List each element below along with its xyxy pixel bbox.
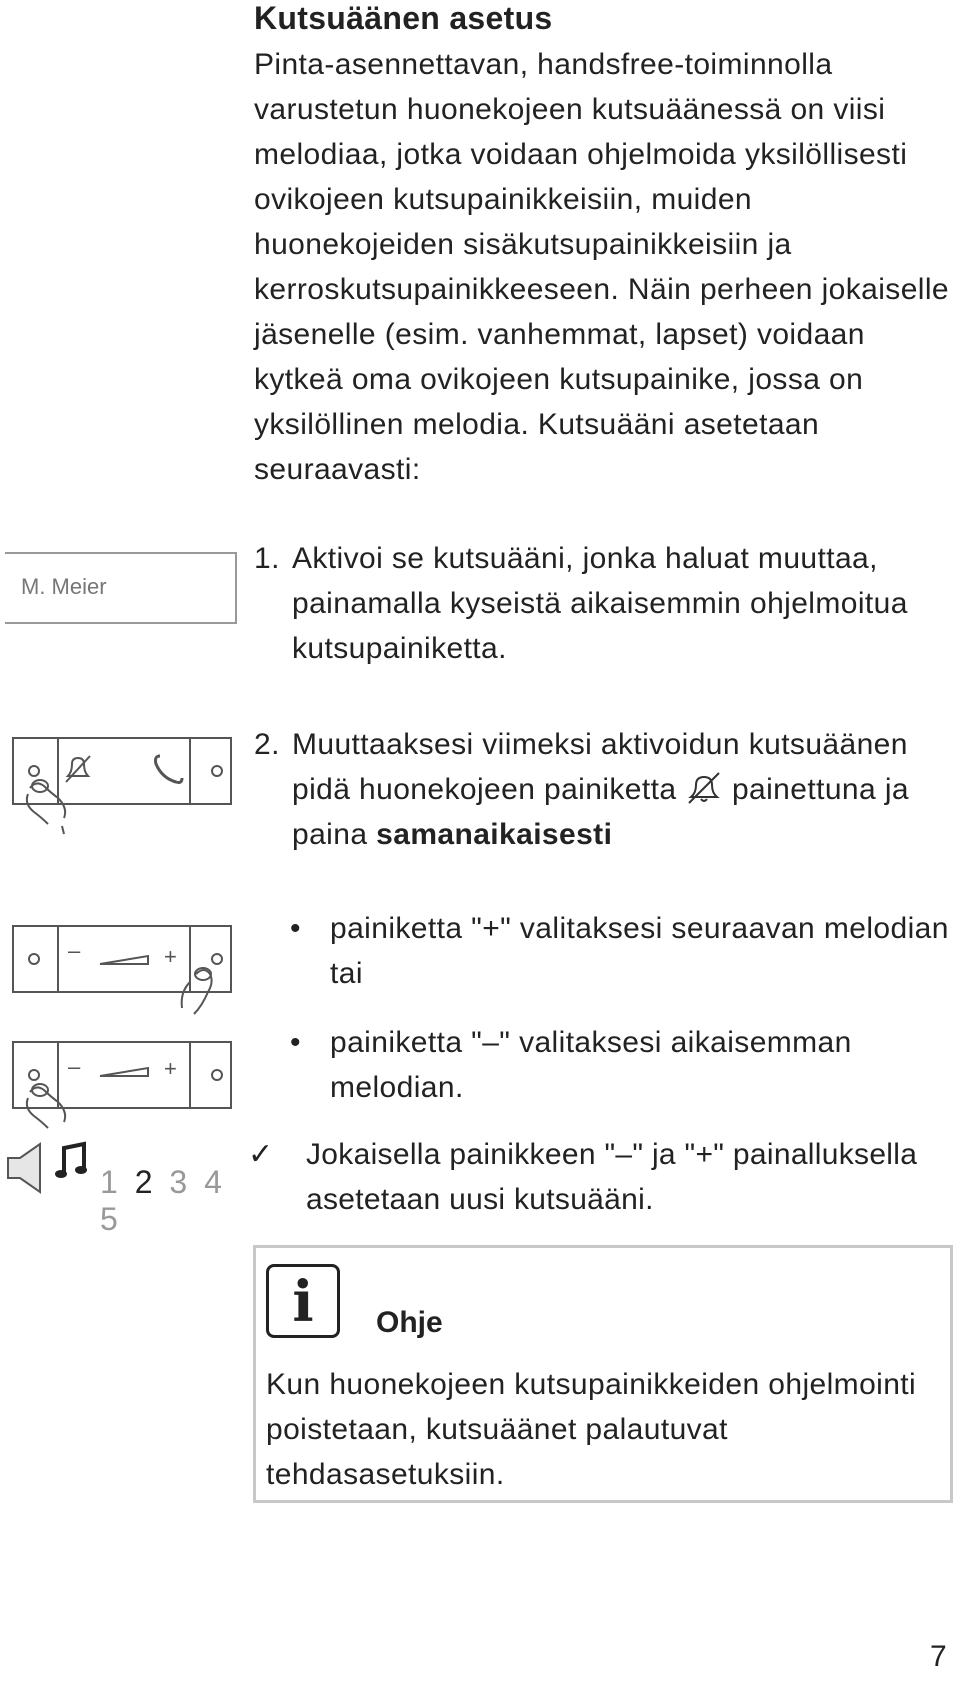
melody-5: 5 bbox=[100, 1201, 122, 1237]
music-note-icon bbox=[54, 1140, 90, 1180]
section-heading: Kutsuäänen asetus bbox=[254, 0, 553, 36]
sidebar-illustrations bbox=[0, 0, 240, 1682]
melody-4: 4 bbox=[204, 1164, 226, 1200]
bullet-minus bbox=[290, 1020, 950, 1110]
info-icon: i bbox=[266, 1264, 340, 1338]
step-2-text-before: Muuttaaksesi viimeksi aktivoidun kutsuäänen pidä huonekojeen painiketta bbox=[292, 728, 908, 806]
bullet-plus bbox=[290, 906, 950, 996]
melody-3: 3 bbox=[169, 1164, 192, 1200]
intro-paragraph: Pinta-asennettavan, handsfree-toiminnolla varustetun huonekojeen kutsuäänessä on viisi melodiaa, jotka voidaan ohjelmoida yksilöllisesti ovikojeen kutsupainikkeisiin, muiden huonekojeiden sisäkutsupainikkeisiin ja kerroskutsupainikkeeseen. Näin perheen jokaiselle jäsenelle (esim. vanhemmat, lapset) voidaan kytkeä oma ovikojeen kutsupainike, jossa on yksilöllinen melodia. Kutsuääni asetetaan seuraavasti: bbox=[254, 48, 949, 486]
result-text: Jokaisella painikkeen "–" ja "+" painalluksella asetetaan uusi kutsuääni. bbox=[306, 1138, 918, 1216]
bullet-marker: • bbox=[290, 912, 301, 945]
step-2-text-after: painettuna ja paina bbox=[292, 773, 909, 851]
step-1 bbox=[254, 536, 954, 671]
step-2-text-bold: samanaikaisesti bbox=[376, 818, 613, 851]
step-2 bbox=[254, 722, 954, 857]
bullet-minus-text: painiketta "–" valitaksesi aikaisemman melodian. bbox=[330, 1026, 852, 1104]
panel-minus-minus-label: – bbox=[68, 1054, 81, 1079]
checkmark-icon: ✓ bbox=[248, 1137, 274, 1172]
result-line bbox=[248, 1132, 958, 1222]
panel-mute-illustration bbox=[0, 730, 240, 840]
page-number: 7 bbox=[930, 1640, 947, 1673]
note-title: Ohje bbox=[376, 1306, 443, 1339]
note-box bbox=[253, 1245, 953, 1503]
panel-plus-illustration bbox=[0, 918, 240, 1028]
step-1-text: Aktivoi se kutsuääni, jonka haluat muuttaa, painamalla kyseistä aikaisemmin ohjelmoitua kutsupainiketta. bbox=[292, 542, 908, 665]
melody-2-selected: 2 bbox=[134, 1164, 157, 1200]
step-1-number: 1. bbox=[254, 542, 280, 575]
bullet-plus-text: painiketta "+" valitaksesi seuraavan melodian tai bbox=[330, 912, 949, 990]
panel-plus-plus-label: + bbox=[164, 944, 177, 969]
panel-plus-minus-label: – bbox=[68, 938, 81, 963]
speaker-icon bbox=[4, 1140, 54, 1196]
melody-numbers bbox=[100, 1164, 240, 1238]
panel-minus-plus-label: + bbox=[164, 1056, 177, 1081]
name-plate bbox=[5, 552, 237, 624]
bullet-marker: • bbox=[290, 1026, 301, 1059]
panel-minus-illustration bbox=[0, 1034, 240, 1144]
step-2-text bbox=[292, 722, 954, 857]
melody-1: 1 bbox=[100, 1164, 122, 1200]
bell-muted-icon bbox=[685, 771, 723, 805]
name-plate-text: M. Meier bbox=[21, 574, 107, 599]
step-2-number: 2. bbox=[254, 728, 280, 761]
note-text: Kun huonekojeen kutsupainikkeiden ohjelmointi poistetaan, kutsuäänet palautuvat tehdasasetuksiin. bbox=[266, 1368, 917, 1491]
